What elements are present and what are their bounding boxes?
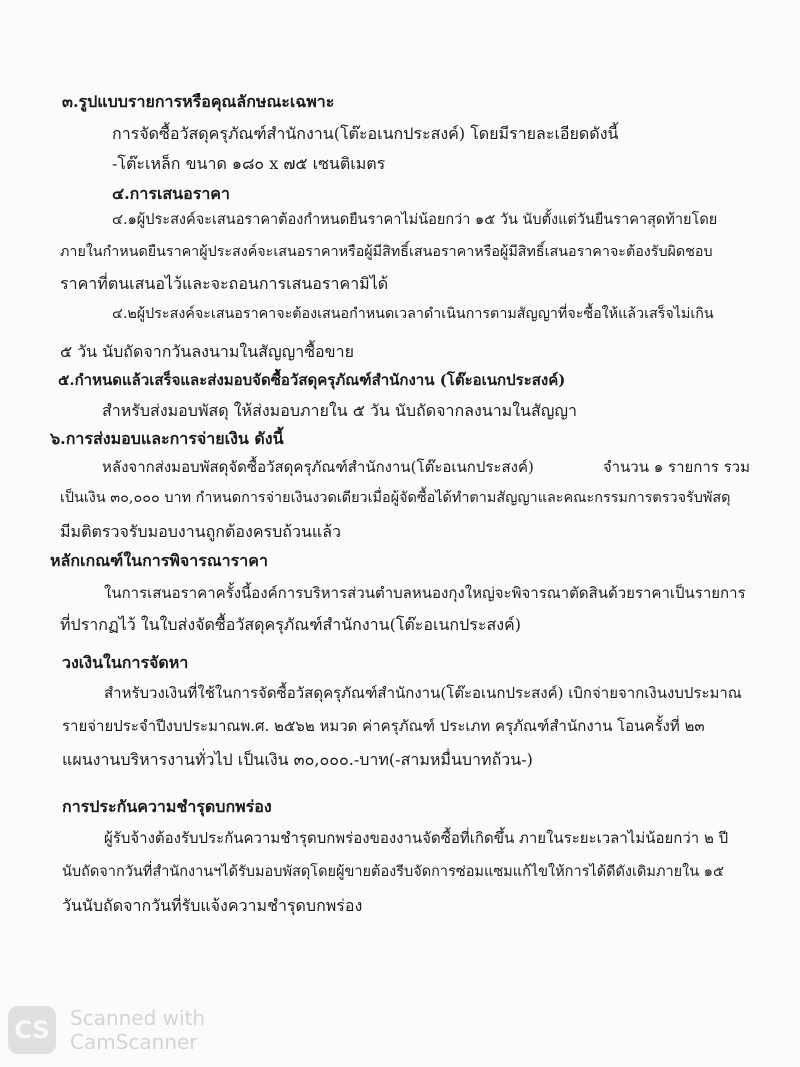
section-4-2-line1: ๔.๒ผู้ประสงค์จะเสนอราคาจะต้องเสนอกำหนดเวลาดำเนินการตามสัญญาที่จะซื้อให้แล้วเสร็จไม่เกิน [112, 306, 714, 322]
section-6-heading: ๖.การส่งมอบและการจ่ายเงิน ดังนี้ [50, 429, 284, 448]
budget-line1: สำหรับวงเงินที่ใช้ในการจัดซื้อวัสดุครุภัณฑ์สำนักงาน(โต๊ะอเนกประสงค์) เบิกจ่ายจากเงินงบประมาณ [104, 684, 742, 702]
budget-line2: รายจ่ายประจำปีงบประมาณพ.ศ. ๒๕๖๒ หมวด ค่าครุภัณฑ์ ประเภท ครุภัณฑ์สำนักงาน โอนครั้งที่ ๒๓ [62, 717, 705, 735]
criteria-heading: หลักเกณฑ์ในการพิจารณาราคา [50, 551, 268, 570]
section-3-heading: ๓.รูปแบบรายการหรือคุณลักษณะเฉพาะ [62, 92, 335, 111]
camscanner-logo-icon: CS [8, 1006, 56, 1054]
section-6-line2: เป็นเงิน ๓๐,๐๐๐ บาท กำหนดการจ่ายเงินงวดเดียวเมื่อผู้จัดซื้อได้ทำตามสัญญาและคณะกรรมการตรวจรับพัสดุ [60, 490, 731, 506]
section-4-1-line1: ๔.๑ผู้ประสงค์จะเสนอราคาต้องกำหนดยืนราคาไม่น้อยกว่า ๑๕ วัน นับตั้งแต่วันยืนราคาสุดท้ายโดย [112, 212, 718, 228]
section-6-line1 [102, 457, 750, 477]
section-4-2-line2: ๕ วัน นับถัดจากวันลงนามในสัญญาซื้อขาย [60, 342, 354, 361]
warranty-heading: การประกันความชำรุดบกพร่อง [62, 797, 272, 816]
section-5-heading: ๕.กำหนดแล้วเสร็จและส่งมอบจัดซื้อวัสดุครุภัณฑ์สำนักงาน (โต๊ะอเนกประสงค์) [58, 371, 566, 389]
section-3-intro: การจัดซื้อวัสดุครุภัณฑ์สำนักงาน(โต๊ะอเนกประสงค์) โดยมีรายละเอียดดังนี้ [112, 124, 619, 143]
section-6-line1-quantity: จำนวน ๑ รายการ รวม [602, 458, 750, 476]
camscanner-watermark [8, 1006, 205, 1054]
section-3-item: -โต๊ะเหล็ก ขนาด ๑๘๐ x ๗๕ เซนติเมตร [112, 154, 386, 173]
warranty-line2: นับถัดจากวันที่สำนักงานฯได้รับมอบพัสดุโดยผู้ขายต้องรีบจัดการซ่อมแซมแก้ไขให้การได้ดีดังเดิมภายใน ๑๕ [62, 864, 724, 880]
section-6-line1-main: หลังจากส่งมอบพัสดุจัดซื้อวัสดุครุภัณฑ์สำนักงาน(โต๊ะอเนกประสงค์) [102, 458, 534, 476]
section-4-1-line2: ภายในกำหนดยืนราคาผู้ประสงค์จะเสนอราคาหรือผู้มีสิทธิ์เสนอราคาหรือผู้มีสิทธิ์เสนอราคาจะต้องรับผิดชอบ [60, 244, 713, 260]
criteria-line1: ในการเสนอราคาครั้งนี้องค์การบริหารส่วนตำบลหนองกุงใหญ่จะพิจารณาตัดสินด้วยราคาเป็นรายการ [104, 584, 746, 602]
camscanner-text [70, 1006, 205, 1054]
watermark-line1: Scanned with [70, 1006, 206, 1030]
section-6-line3: มีมติตรวจรับมอบงานถูกต้องครบถ้วนแล้ว [60, 522, 341, 541]
section-4-1-line3: ราคาที่ตนเสนอไว้และจะถอนการเสนอราคามิได้ [60, 274, 389, 293]
criteria-line2: ที่ปรากฏไว้ ในใบส่งจัดซื้อวัสดุครุภัณฑ์สำนักงาน(โต๊ะอเนกประสงค์) [60, 615, 521, 634]
warranty-line1: ผู้รับจ้างต้องรับประกันความชำรุดบกพร่องของงานจัดซื้อที่เกิดขึ้น ภายในระยะเวลาไม่น้อยกว่า ๒ ปี [104, 829, 729, 847]
budget-line3: แผนงานบริหารงานทั่วไป เป็นเงิน ๓๐,๐๐๐.-บาท(-สามหมื่นบาทถ้วน-) [62, 750, 533, 769]
section-5-text: สำหรับส่งมอบพัสดุ ให้ส่งมอบภายใน ๕ วัน นับถัดจากลงนามในสัญญา [102, 401, 577, 420]
budget-heading: วงเงินในการจัดหา [62, 653, 189, 672]
watermark-line2: CamScanner [70, 1030, 198, 1054]
warranty-line3: วันนับถัดจากวันที่รับแจ้งความชำรุดบกพร่อง [62, 896, 363, 915]
section-4-heading: ๔.การเสนอราคา [112, 184, 230, 203]
